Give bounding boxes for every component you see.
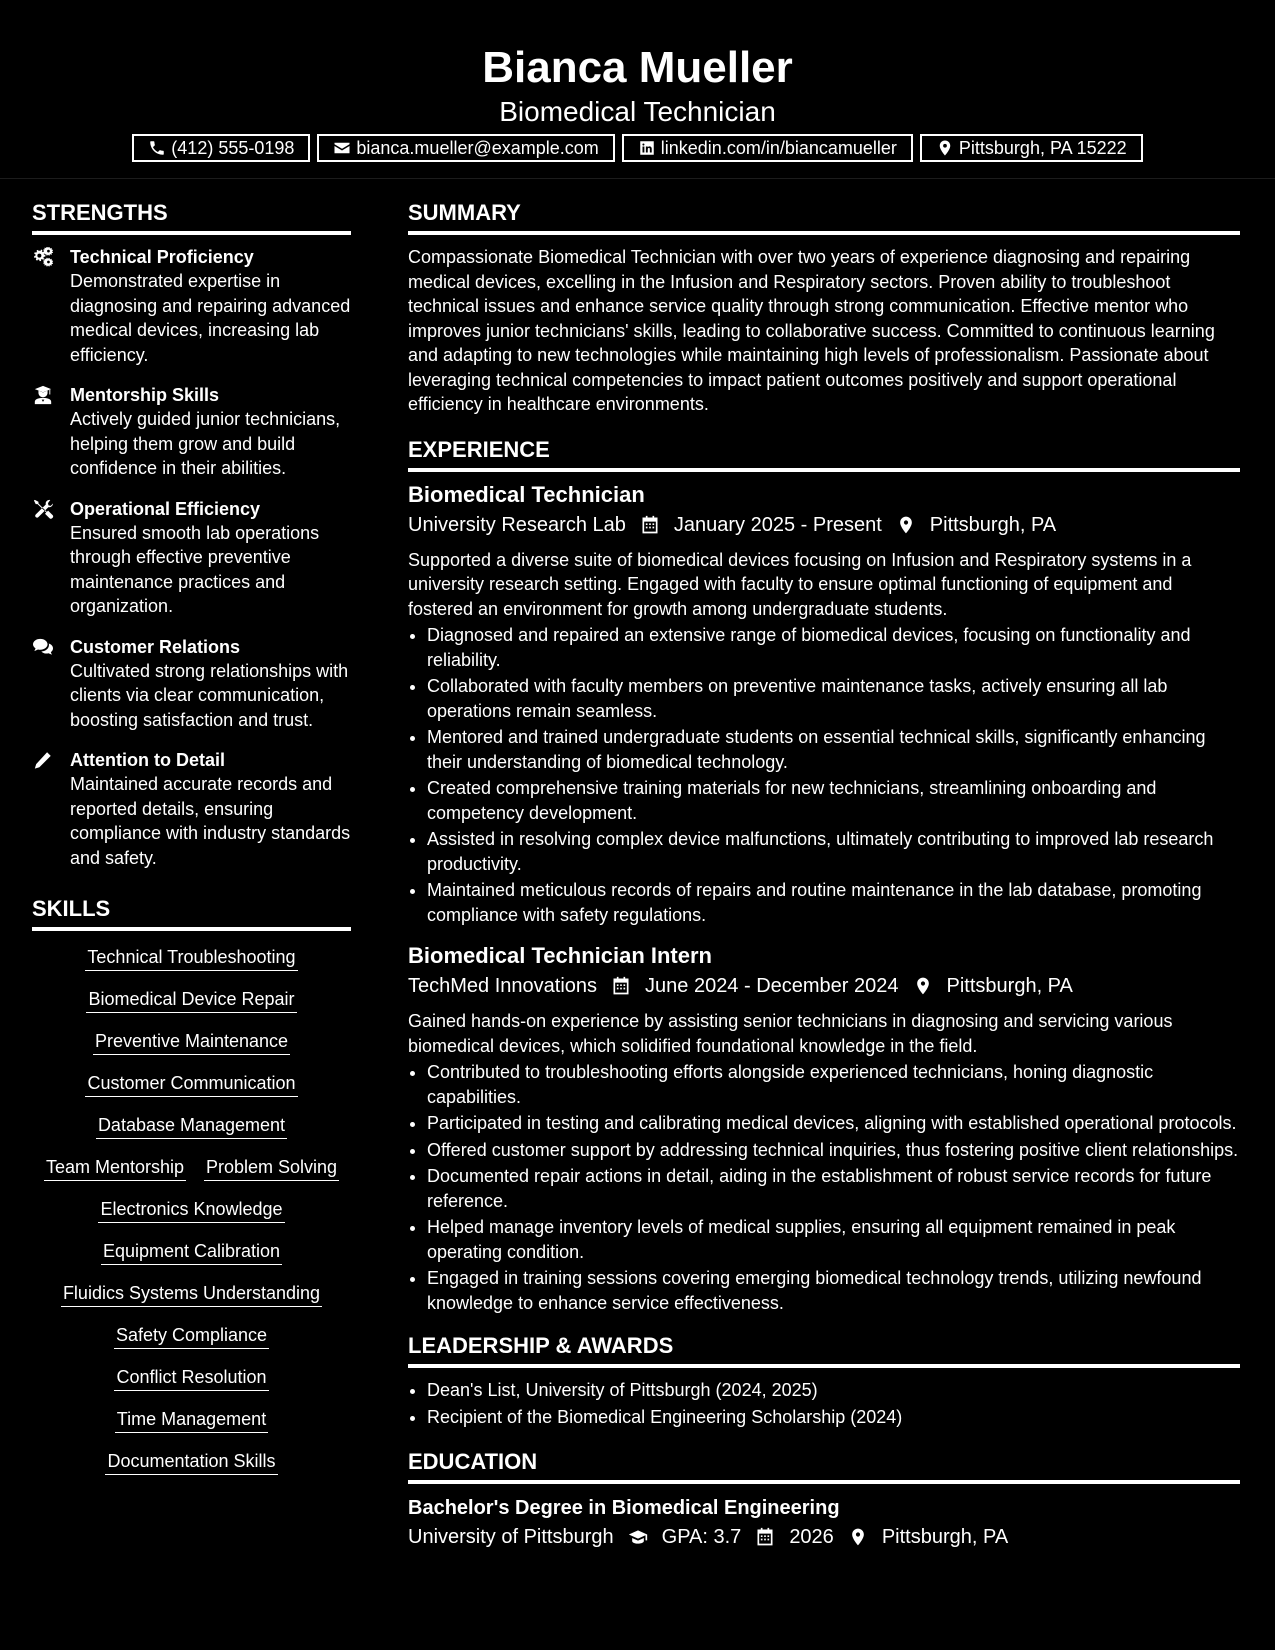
- teacher-icon: [32, 385, 54, 405]
- job-bullet: • Engaged in training sessions covering emerging biomedical technology trends, utilizing newfound knowledge to enhance service effectiveness.: [427, 1266, 1240, 1315]
- experience-heading: EXPERIENCE: [408, 435, 1240, 472]
- contact-location-text: Pittsburgh, PA 15222: [958, 137, 1127, 158]
- candidate-title: Biomedical Technician: [499, 96, 776, 127]
- location-icon: [913, 976, 933, 996]
- job-bullets: [408, 623, 1240, 927]
- job-bullet: • Diagnosed and repaired an extensive range of biomedical devices, focusing on functionality and reliability.: [427, 623, 1240, 672]
- awards-heading: LEADERSHIP & AWARDS: [408, 1331, 1240, 1368]
- strength-description: Cultivated strong relationships with clients via clear communication, boosting satisfaction and trust.: [70, 660, 349, 730]
- tools-icon: [32, 499, 54, 519]
- strength-description: Actively guided junior technicians, helping them grow and build confidence in their abilities.: [70, 409, 341, 478]
- phone-icon: [148, 139, 166, 157]
- skill-tag: Team Mentorship: [44, 1155, 186, 1181]
- strengths-heading: STRENGTHS: [32, 198, 351, 235]
- skill-tag: Equipment Calibration: [101, 1239, 282, 1265]
- job-bullet: • Participated in testing and calibrating medical devices, aligning with established operational protocols.: [427, 1111, 1240, 1136]
- skill-tag: Database Management: [96, 1113, 287, 1139]
- job-bullet: • Documented repair actions in detail, aiding in the establishment of robust service records for future reference.: [427, 1164, 1240, 1213]
- skill-tag: Customer Communication: [85, 1071, 297, 1097]
- job-description: Gained hands-on experience by assisting senior technicians in diagnosing and servicing various biomedical devices, which solidified foundational knowledge in the field.: [408, 1011, 1173, 1056]
- calendar-icon: [640, 515, 660, 535]
- calendar-icon: [611, 976, 631, 996]
- strength-title: Attention to Detail: [70, 750, 225, 770]
- strength-item: [32, 748, 351, 870]
- job-bullets: [408, 1060, 1240, 1315]
- job-bullet: • Maintained meticulous records of repairs and routine maintenance in the lab database, promoting compliance with safety regulations.: [427, 878, 1240, 927]
- resume-header: [0, 0, 1275, 179]
- calendar-icon: [755, 1527, 775, 1547]
- location-icon: [936, 139, 954, 157]
- job-meta: [408, 971, 1240, 1001]
- chat-icon: [32, 637, 54, 657]
- awards-list: [408, 1378, 1240, 1429]
- skill-tag: Preventive Maintenance: [93, 1029, 290, 1055]
- right-column: [408, 198, 1240, 1560]
- strength-item: [32, 383, 351, 481]
- job-dates: January 2025 - Present: [673, 513, 882, 536]
- location-icon: [848, 1527, 868, 1547]
- job-meta: [408, 510, 1240, 540]
- skill-tag: Safety Compliance: [114, 1323, 269, 1349]
- education-gpa: GPA: 3.7: [661, 1526, 742, 1548]
- contact-phone[interactable]: [132, 134, 310, 162]
- skill-tag: Biomedical Device Repair: [86, 987, 296, 1013]
- location-icon: [896, 515, 916, 535]
- contact-linkedin[interactable]: [622, 134, 913, 162]
- pencil-icon: [32, 750, 54, 770]
- education-location: Pittsburgh, PA: [881, 1526, 1009, 1548]
- contact-email[interactable]: [317, 134, 614, 162]
- graduation-cap-icon: [628, 1527, 648, 1547]
- job-company: University Research Lab: [408, 513, 626, 536]
- skills-list: [32, 945, 351, 1475]
- job-bullet: • Helped manage inventory levels of medical supplies, ensuring all equipment remained in peak operating condition.: [427, 1215, 1240, 1264]
- job-bullet: • Created comprehensive training materials for new technicians, streamlining onboarding and competency development.: [427, 776, 1240, 825]
- job-bullet: • Offered customer support by addressing technical inquiries, thus fostering positive client relationships.: [427, 1138, 1240, 1163]
- skill-tag: Electronics Knowledge: [98, 1197, 284, 1223]
- job-bullet: • Contributed to troubleshooting efforts alongside experienced technicians, honing diagnostic capabilities.: [427, 1060, 1240, 1109]
- summary-heading: SUMMARY: [408, 198, 1240, 235]
- email-icon: [333, 139, 351, 157]
- job-company: TechMed Innovations: [408, 975, 598, 997]
- strength-title: Mentorship Skills: [70, 385, 220, 405]
- award-item: • Recipient of the Biomedical Engineering Scholarship (2024): [427, 1405, 1240, 1430]
- skills-heading: SKILLS: [32, 894, 351, 931]
- strength-description: Ensured smooth lab operations through effective preventive maintenance practices and organization.: [70, 522, 320, 616]
- education-school: University of Pittsburgh: [408, 1526, 614, 1548]
- strength-title: Operational Efficiency: [70, 498, 261, 519]
- linkedin-icon: [638, 139, 656, 157]
- job-description: Supported a diverse suite of biomedical devices focusing on Infusion and Respiratory systems in a university research setting. Engaged with faculty to ensure optimal functioning of equipment and fostered an environment for growth among undergraduate students.: [408, 549, 1192, 619]
- job-dates: June 2024 - December 2024: [645, 975, 899, 997]
- gears-icon: [32, 247, 54, 267]
- job-title: Biomedical Technician: [408, 481, 645, 507]
- strength-description: Maintained accurate records and reported details, ensuring compliance with industry standards and safety.: [70, 774, 351, 868]
- job-bullet: • Assisted in resolving complex device malfunctions, ultimately contributing to improved lab research productivity.: [427, 827, 1240, 876]
- job-entry: [408, 941, 1240, 1315]
- job-location: Pittsburgh, PA: [946, 975, 1073, 997]
- skill-tag: Fluidics Systems Understanding: [61, 1281, 322, 1307]
- strength-title: Technical Proficiency: [70, 247, 254, 267]
- contact-location: [920, 134, 1143, 162]
- education-year: 2026: [789, 1526, 834, 1548]
- summary-text: Compassionate Biomedical Technician with over two years of experience diagnosing and repairing medical devices, excelling in the Infusion and Respiratory sectors. Proven ability to troubleshoot technical issues and enhance service quality through strong communication. Effective mentor who improves junior technicians' skills, leading to collaborative success. Committed to continuous learning and adapting to new technologies while maintaining high levels of professionalism. Passionate about leveraging technical competencies to impact patient outcomes positively and support operational efficiency in healthcare environments.: [408, 247, 1215, 414]
- candidate-name: Bianca Mueller: [482, 43, 793, 92]
- left-column: [32, 198, 351, 1475]
- contact-email-text: bianca.mueller@example.com: [356, 137, 599, 158]
- job-location: Pittsburgh, PA: [929, 513, 1057, 536]
- education-heading: EDUCATION: [408, 1447, 1240, 1484]
- contact-bar: [0, 134, 1275, 162]
- education-meta: [408, 1522, 1240, 1552]
- contact-phone-text: (412) 555-0198: [171, 137, 295, 158]
- skill-tag: Time Management: [115, 1407, 268, 1433]
- job-entry: [408, 480, 1240, 928]
- education-degree: Bachelor's Degree in Biomedical Engineering: [408, 1497, 840, 1519]
- strength-title: Customer Relations: [70, 636, 241, 657]
- skill-tag: Problem Solving: [204, 1155, 339, 1181]
- education-entry: [408, 1494, 1240, 1552]
- skill-tag: Technical Troubleshooting: [85, 945, 297, 971]
- strength-description: Demonstrated expertise in diagnosing and repairing advanced medical devices, increasing lab efficiency.: [70, 271, 351, 365]
- strength-item: [32, 245, 351, 367]
- strength-item: [32, 497, 351, 619]
- contact-linkedin-text: linkedin.com/in/biancamueller: [660, 137, 897, 158]
- job-title: Biomedical Technician Intern: [408, 943, 712, 968]
- skill-tag: Documentation Skills: [105, 1449, 277, 1475]
- skill-tag: Conflict Resolution: [114, 1365, 268, 1391]
- job-bullet: • Mentored and trained undergraduate students on essential technical skills, significantly enhancing their understanding of biomedical technology.: [427, 725, 1240, 774]
- strength-item: [32, 635, 351, 733]
- job-bullet: • Collaborated with faculty members on preventive maintenance tasks, actively ensuring all lab operations remain seamless.: [427, 674, 1240, 723]
- award-item: • Dean's List, University of Pittsburgh (2024, 2025): [427, 1378, 1240, 1403]
